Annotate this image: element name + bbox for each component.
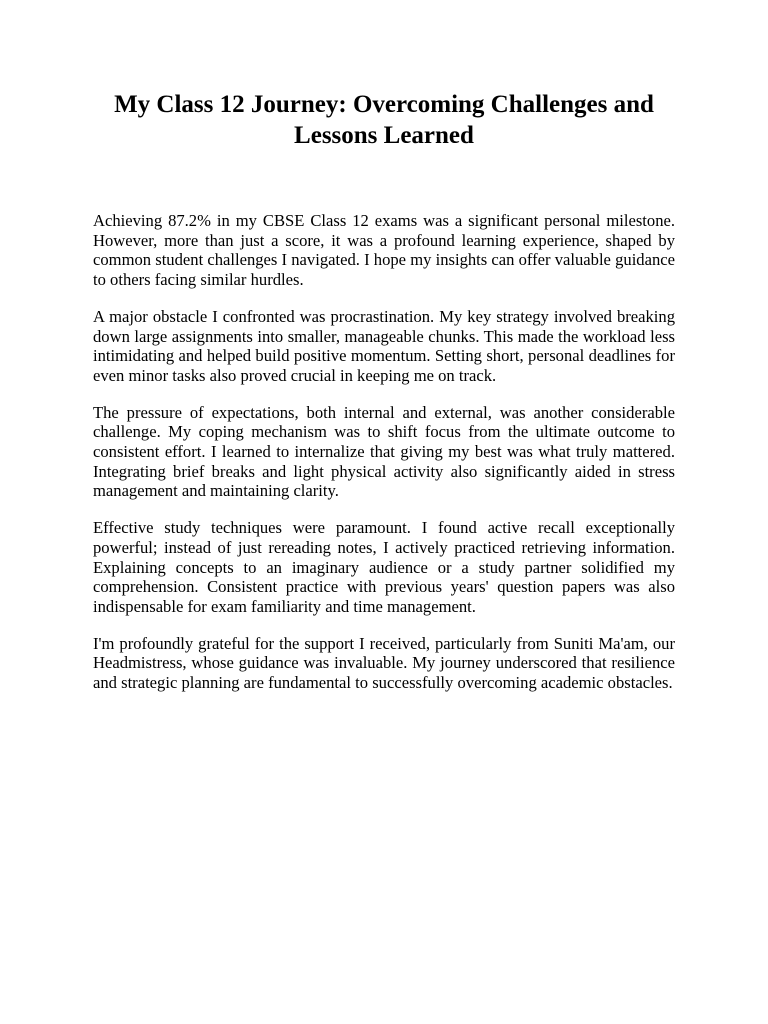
paragraph-achievement: Achieving 87.2% in my CBSE Class 12 exams was a significant personal milestone. However, more than just a score, it was a profound learning experience, shaped by common student challenges I navigated. I hope my insights can offer valuable guidance to others facing similar hurdles. [93,211,675,290]
paragraph-procrastination: A major obstacle I confronted was procrastination. My key strategy involved breaking down large assignments into smaller, manageable chunks. This made the workload less intimidating and helped build positive momentum. Setting short, personal deadlines for even minor tasks also proved crucial in keeping me on track. [93,306,675,385]
document-body [93,211,675,693]
paragraph-pressure: The pressure of expectations, both internal and external, was another considerable challenge. My coping mechanism was to shift focus from the ultimate outcome to consistent effort. I learned to internalize that giving my best was what truly mattered. Integrating brief breaks and light physical activity also significantly aided in stress management and maintaining clarity. [93,402,675,501]
document-title: My Class 12 Journey: Overcoming Challenges and Lessons Learned [114,91,654,149]
paragraph-study-techniques: Effective study techniques were paramount. I found active recall exceptionally powerful; instead of just rereading notes, I actively practiced retrieving information. Explaining concepts to an imaginary audience or a study partner solidified my comprehension. Consistent practice with previous years' question papers was also indispensable for exam familiarity and time management. [93,518,675,616]
paragraph-gratitude: I'm profoundly grateful for the support I received, particularly from Suniti Ma'am, our Headmistress, whose guidance was invaluable. My journey underscored that resilience and strategic planning are fundamental to successfully overcoming academic obstacles. [93,633,675,693]
